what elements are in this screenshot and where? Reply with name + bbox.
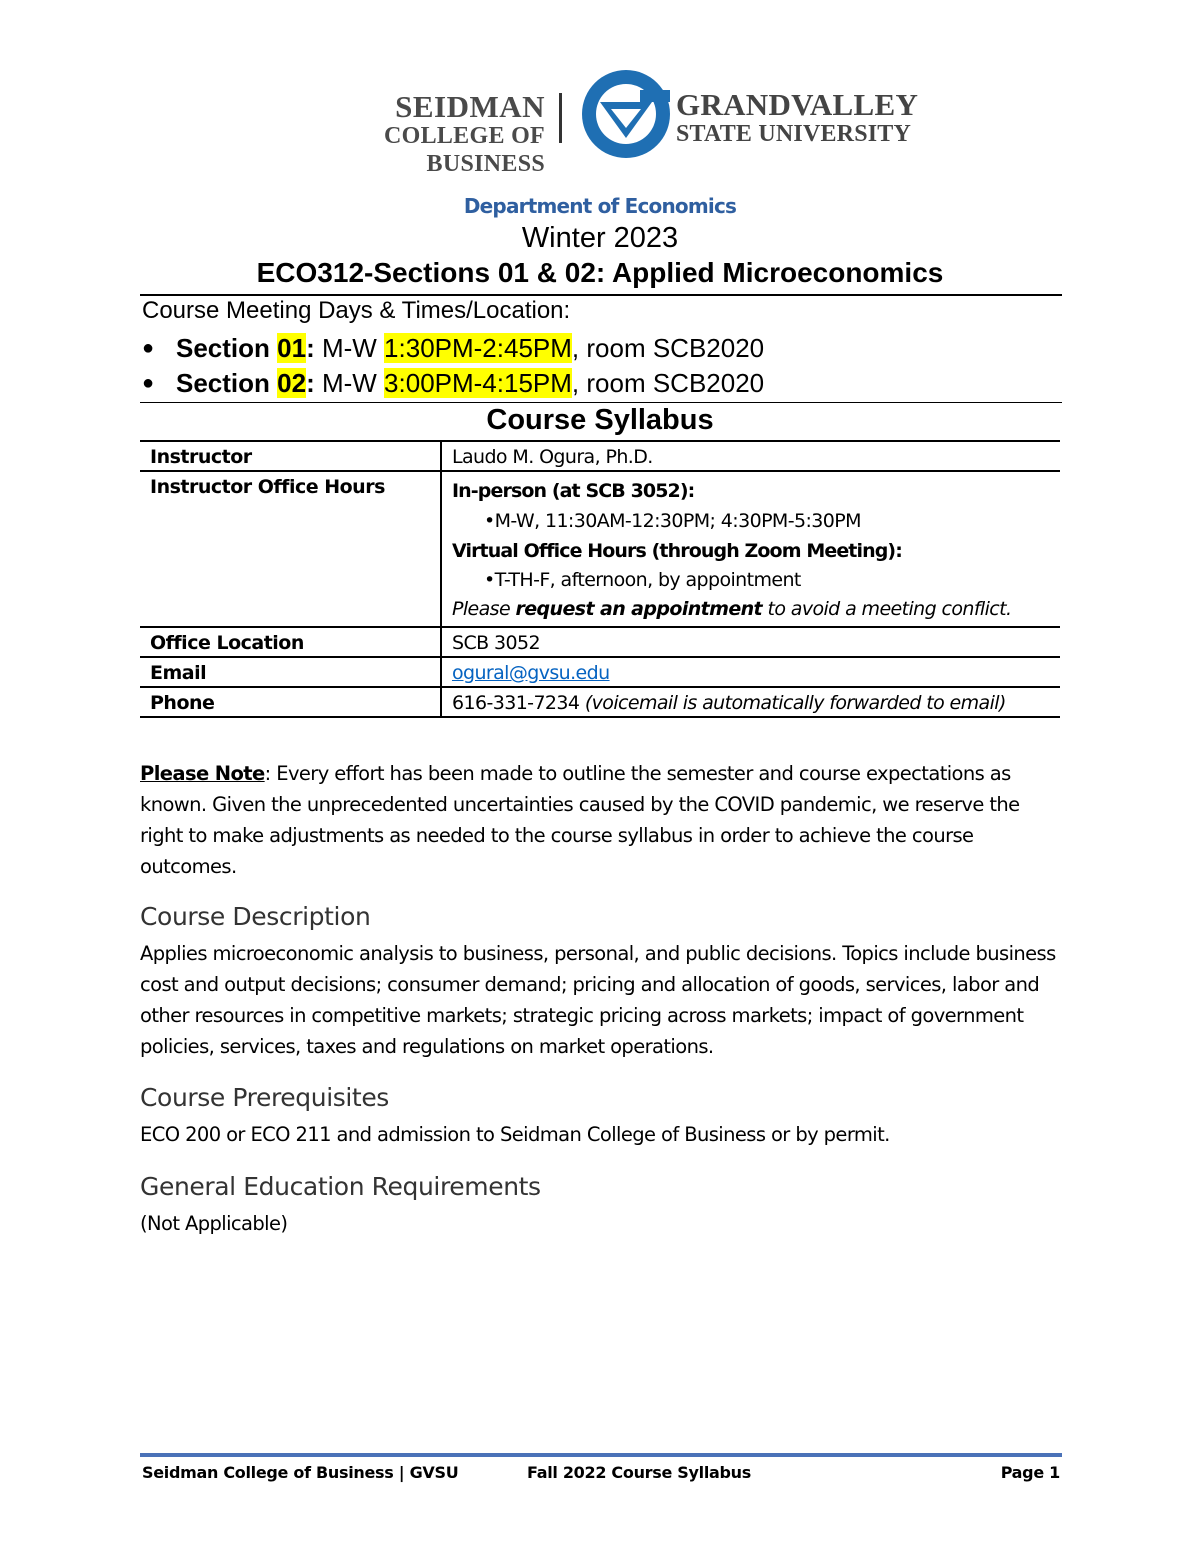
section-label: Section (176, 333, 278, 363)
please-note-text: : Every effort has been made to outline the semester and course expectations as known. Given the unprecedented uncertainties caused by the COVID pandemic, we reserve the right to make adjustments as needed to the course syllabus in order to achieve the course outcomes. (140, 762, 1020, 878)
table-row (140, 657, 1060, 687)
section-label: Section (176, 368, 278, 398)
email-cell (441, 657, 1060, 687)
gvsu-logo-line2: STATE UNIVERSITY (676, 121, 912, 147)
table-row (140, 441, 1060, 471)
meeting-heading: Course Meeting Days & Times/Location: (142, 297, 571, 324)
office-hours-label: Instructor Office Hours (140, 471, 441, 627)
term-title: Winter 2023 (521, 222, 679, 254)
inperson-heading: In-person (at SCB 3052): (452, 480, 695, 502)
location-label: Office Location (140, 627, 441, 657)
inperson-item: • M-W, 11:30AM-12:30PM; 4:30PM-5:30PM (452, 506, 1050, 536)
gvsu-logo-text (676, 87, 919, 148)
phone-note: (voicemail is automatically forwarded to email) (584, 692, 1006, 714)
location-value: SCB 3052 (441, 627, 1060, 657)
section-days: M-W (314, 333, 385, 363)
phone-label: Phone (140, 687, 441, 717)
department-title: Department of Economics (463, 194, 737, 218)
section-room: , room SCB2020 (571, 368, 765, 398)
course-description-text: Applies microeconomic analysis to business, personal, and public decisions. Topics include business cost and output decisions; consumer demand; pricing and allocation of goods, services, labor and other resources in competitive markets; strategic pricing across markets; impact of government policies, services, taxes and regulations on market operations. (140, 942, 1056, 1058)
email-label: Email (140, 657, 441, 687)
instructor-value: Laudo M. Ogura, Ph.D. (441, 441, 1060, 471)
gvsu-logo-line1: GRANDVALLEY (676, 87, 919, 122)
syllabus-title: Course Syllabus (486, 404, 714, 436)
virtual-item: • T-TH-F, afternoon, by appointment (452, 566, 1050, 595)
phone-cell (441, 687, 1060, 717)
logo-divider (559, 93, 562, 143)
section-colon: : (306, 368, 315, 398)
footer-page-number: Page 1 (1000, 1463, 1060, 1482)
prerequisites-text: ECO 200 or ECO 211 and admission to Seidman College of Business or by permit. (140, 1123, 890, 1146)
appt-pre: Please (452, 598, 516, 620)
footer-rule (140, 1453, 1062, 1457)
prerequisites-heading: Course Prerequisites (140, 1083, 389, 1112)
request-appointment-text: request an appointment (515, 598, 763, 620)
table-row (140, 627, 1060, 657)
instructor-label: Instructor (140, 441, 441, 471)
virtual-heading: Virtual Office Hours (through Zoom Meeting): (452, 540, 902, 562)
footer-center: Fall 2022 Course Syllabus (527, 1463, 751, 1482)
phone-value: 616-331-7234 (452, 692, 585, 714)
course-description-heading: Course Description (140, 902, 371, 931)
seidman-logo-line2: COLLEGE OF BUSINESS (383, 123, 545, 177)
section-number: 01 (277, 333, 307, 363)
bullet-icon: ● (142, 372, 155, 394)
seidman-logo (300, 89, 545, 178)
section-time: 1:30PM-2:45PM (384, 333, 572, 363)
footer-left: Seidman College of Business | GVSU (142, 1463, 459, 1482)
title-rule (140, 294, 1062, 296)
instructor-info-table (140, 440, 1060, 718)
gvsu-logo-icon (580, 68, 672, 160)
section-number: 02 (277, 368, 307, 398)
seidman-logo-line1: SEIDMAN (395, 89, 545, 124)
email-link[interactable]: ogural@gvsu.edu (452, 662, 610, 684)
section-01-line (142, 333, 764, 364)
appt-post: to avoid a meeting conflict. (762, 598, 1012, 620)
table-row (140, 471, 1060, 627)
table-row (140, 687, 1060, 717)
meeting-rule (140, 402, 1062, 403)
please-note-label: Please Note (140, 762, 265, 785)
section-02-line (142, 368, 764, 399)
section-colon: : (306, 333, 315, 363)
appointment-note (452, 595, 1050, 624)
please-note-paragraph (140, 758, 1065, 882)
gen-ed-heading: General Education Requirements (140, 1172, 541, 1201)
course-title: ECO312-Sections 01 & 02: Applied Microeconomics (256, 257, 944, 288)
section-days: M-W (314, 368, 385, 398)
section-time: 3:00PM-4:15PM (384, 368, 572, 398)
bullet-icon: ● (142, 337, 155, 359)
office-hours-value (441, 471, 1060, 627)
gen-ed-text: (Not Applicable) (140, 1212, 288, 1235)
section-room: , room SCB2020 (571, 333, 765, 363)
